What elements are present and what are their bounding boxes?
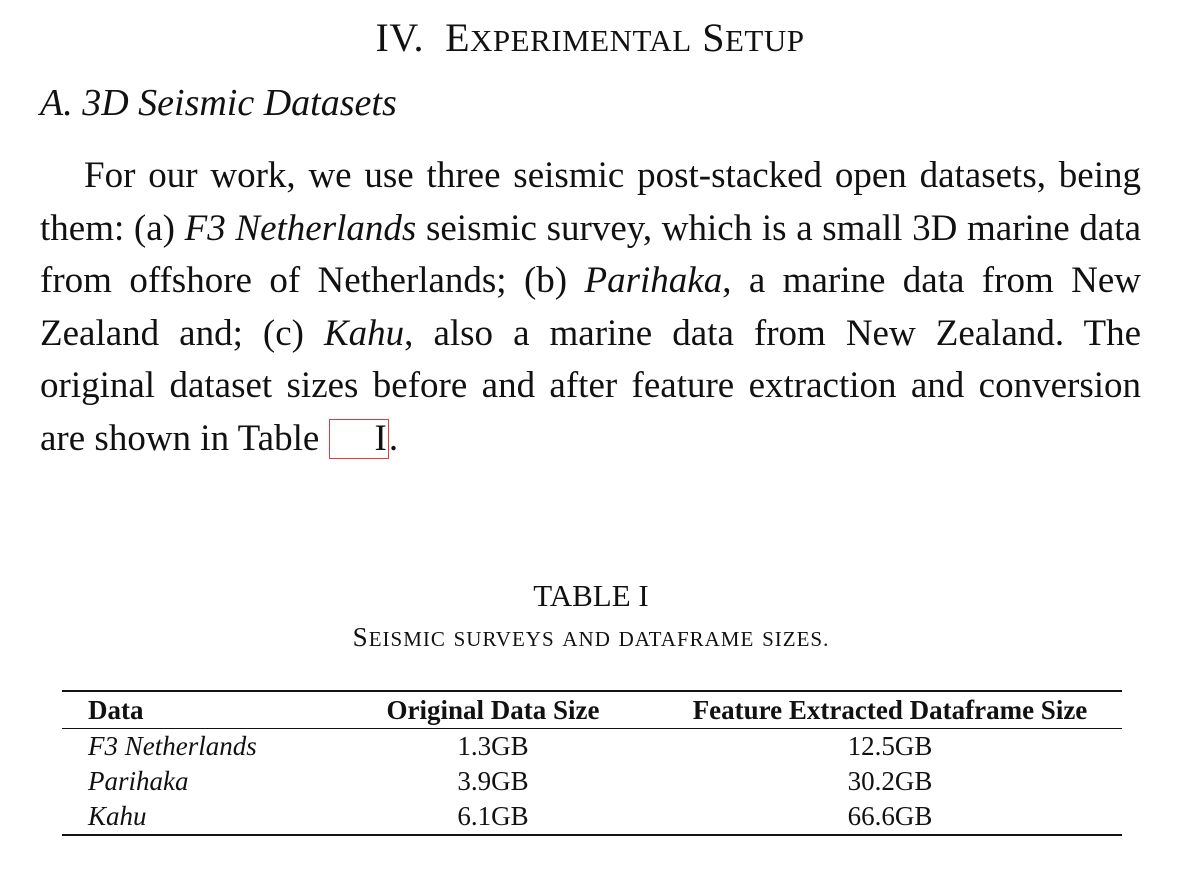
table-cell: Kahu [88,801,147,831]
table-cell: 66.6GB [847,801,933,831]
table-reference-link[interactable]: I [329,419,389,459]
table-cell: 1.3GB [457,731,529,761]
table-cell: Parihaka [88,766,189,796]
subsection-title: A. 3D Seismic Datasets [40,82,397,124]
table-cell: 3.9GB [457,766,529,796]
table-cell: 12.5GB [847,731,933,761]
dataset-size-table [62,690,1122,836]
table-label: TABLE I [533,578,649,613]
table-header-row [62,691,1122,729]
section-title [0,14,1180,65]
table-row [62,764,1122,799]
dataset-name-f3: F3 Netherlands [184,207,417,249]
table-cell: 30.2GB [847,766,933,796]
dataset-name-parihaka: Parihaka [584,260,723,301]
section-title-word-2: SETUP [702,15,805,60]
table-cell: F3 Netherlands [88,731,257,761]
table-row [62,799,1122,835]
section-number: IV. [375,15,425,60]
body-paragraph: For our work, we use three seismic post-stacked open datasets, being them: (a) F3 Netherlands seismic survey, which is a small 3D marine data from offshore of Netherlands; (b) Parihaka, a marine data from New Zealand and; (c) Kahu, also a marine data from New Zealand. The original dataset sizes before and after feature extraction and conversion are shown in Table I. [40,155,1142,459]
section-title-word-1: EXPERIMENTAL [445,15,692,60]
table-header-cell: Original Data Size [386,695,600,725]
table-header-cell: Feature Extracted Dataframe Size [692,695,1088,725]
table-header-cell: Data [88,695,144,725]
table-row [62,729,1122,765]
table-caption: SEISMIC SURVEYS AND DATAFRAME SIZES. [352,622,830,652]
dataset-name-kahu: Kahu [323,312,405,354]
table-cell: 6.1GB [457,801,529,831]
